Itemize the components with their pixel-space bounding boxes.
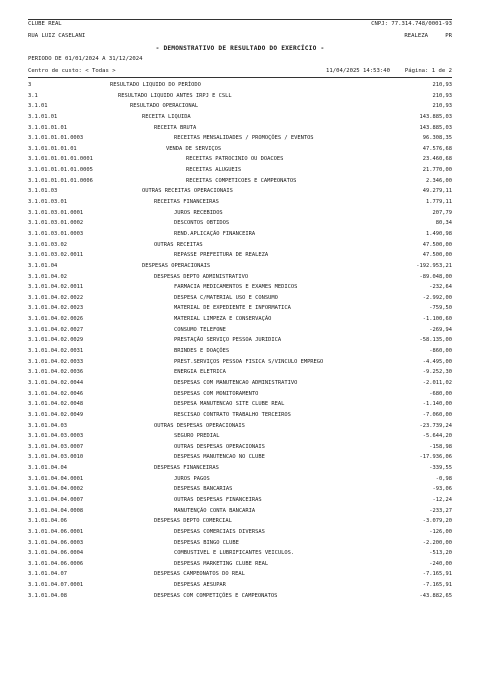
account-value: -860,00 — [429, 348, 452, 355]
account-value: 1.779,11 — [426, 199, 452, 206]
account-code: 3.1 — [28, 92, 38, 99]
account-value: -7.060,00 — [422, 411, 452, 418]
account-code: 3.1.01.04.04.0008 — [28, 507, 84, 514]
account-description: MATERIAL LIMPEZA E CONSERVAÇÃO — [174, 316, 272, 323]
account-value: -232,64 — [429, 284, 452, 291]
table-row — [28, 452, 452, 463]
account-description: OUTRAS DESPESAS OPERACIONAIS — [154, 422, 245, 429]
page-indicator: Página: 1 de 2 — [404, 68, 452, 74]
account-value: 210,93 — [432, 103, 452, 110]
table-row — [28, 442, 452, 453]
account-value: -89.048,00 — [419, 273, 452, 280]
account-description: RECEITAS PATROCINIO OU DOACOES — [186, 156, 284, 163]
account-code: 3.1.01.03 — [28, 188, 58, 195]
account-code: 3 — [28, 82, 32, 88]
header-divider — [28, 77, 452, 78]
account-description: DESPESAS DEPTO ADMINISTRATIVO — [154, 273, 249, 280]
account-code: 3.1.01.04.02.0011 — [28, 284, 84, 291]
account-description: DESPESAS COM COMPETIÇÕES E CAMPEONATOS — [154, 592, 278, 599]
account-value: -158,98 — [429, 443, 452, 450]
account-value: -2.011,02 — [422, 379, 452, 386]
account-value: -7.165,91 — [422, 582, 452, 589]
table-row — [28, 165, 452, 176]
company-address: RUA LUIZ CASELANI — [28, 33, 86, 39]
account-description: DESPESAS FINANCEIRAS — [154, 465, 219, 472]
account-code: 3.1.01.03.02 — [28, 241, 67, 248]
account-value: -269,94 — [429, 326, 452, 333]
account-value: -3.079,20 — [422, 518, 452, 525]
account-description: DESPESAS COMERCIAIS DIVERSAS — [174, 528, 265, 535]
account-value: -5.644,20 — [422, 433, 452, 440]
table-row — [28, 91, 452, 102]
account-code: 3.1.01.01.01.01 — [28, 145, 77, 152]
account-value: -2.200,00 — [422, 539, 452, 546]
table-row — [28, 538, 452, 549]
company-city: REALEZA — [404, 33, 428, 39]
table-row — [28, 559, 452, 570]
table-row — [28, 410, 452, 421]
account-code: 3.1.01.04.02.0033 — [28, 358, 84, 365]
account-value: 143.885,03 — [419, 124, 452, 131]
account-value: -240,00 — [429, 560, 452, 567]
account-description: RESULTADO LIQUIDO DO PERÍODO — [110, 82, 201, 88]
account-value: 23.460,68 — [422, 156, 452, 163]
account-description: RECEITAS ALUGUEIS — [186, 167, 242, 174]
account-description: RECEITAS FINANCEIRAS — [154, 199, 219, 206]
account-value: -233,27 — [429, 507, 452, 514]
account-description: RECEITA BRUTA — [154, 124, 197, 131]
account-code: 3.1.01.04.02.0036 — [28, 369, 84, 376]
account-description: OUTRAS DESPESAS FINANCEIRAS — [174, 496, 262, 503]
account-description: DESCONTOS OBTIDOS — [174, 220, 230, 227]
account-code: 3.1.01.04.02.0029 — [28, 337, 84, 344]
table-row — [28, 421, 452, 432]
account-description: VENDA DE SERVIÇOS — [166, 145, 222, 152]
table-row — [28, 80, 452, 91]
account-description: REND.APLICAÇÃO FINANCEIRA — [174, 230, 256, 237]
report-period: PERIODO DE 01/01/2024 A 31/12/2024 — [28, 56, 143, 62]
account-value: 49.279,11 — [422, 188, 452, 195]
table-row — [28, 250, 452, 261]
account-description: DESPESAS AESUPAR — [174, 582, 226, 589]
account-value: -1.140,00 — [422, 401, 452, 408]
account-code: 3.1.01.03.01.0002 — [28, 220, 84, 227]
table-row — [28, 123, 452, 134]
account-value: 47.500,00 — [422, 241, 452, 248]
table-row — [28, 506, 452, 517]
table-row — [28, 399, 452, 410]
report-title: - DEMONSTRATIVO DE RESULTADO DO EXERCÍCIO - — [155, 45, 325, 52]
company-state: PR — [445, 33, 452, 39]
account-value: -192.953,21 — [416, 262, 452, 269]
account-code: 3.1.01.04.02 — [28, 273, 67, 280]
table-row — [28, 154, 452, 165]
account-code: 3.1.01.01.01 — [28, 124, 67, 131]
account-description: DESPESAS COM MONITORAMENTO — [174, 390, 259, 397]
table-row — [28, 303, 452, 314]
account-description: ENERGIA ELETRICA — [174, 369, 226, 376]
account-description: MATERIAL DE EXPEDIENTE E INFORMATICA — [174, 305, 291, 312]
table-row — [28, 282, 452, 293]
account-value: -7.165,91 — [422, 571, 452, 578]
account-code: 3.1.01.04.07.0001 — [28, 582, 84, 589]
account-value: -513,20 — [429, 550, 452, 557]
table-row — [28, 293, 452, 304]
account-description: RESCISAO CONTRATO TRABALHO TERCEIROS — [174, 411, 291, 418]
account-value: -12,24 — [432, 496, 452, 503]
account-description: JUROS PAGOS — [174, 475, 210, 482]
account-value: -0,98 — [435, 475, 452, 482]
table-row — [28, 367, 452, 378]
account-value: 96.308,35 — [422, 135, 452, 142]
account-value: 210,93 — [432, 92, 452, 99]
table-row — [28, 516, 452, 527]
table-row — [28, 495, 452, 506]
table-row — [28, 197, 452, 208]
table-row — [28, 101, 452, 112]
table-row — [28, 261, 452, 272]
account-code: 3.1.01.04.02.0027 — [28, 326, 84, 333]
account-description: FARMACIA MEDICAMENTOS E EXAMES MEDICOS — [174, 284, 298, 291]
table-row — [28, 548, 452, 559]
account-code: 3.1.01.04 — [28, 262, 58, 269]
account-value: -9.252,30 — [422, 369, 452, 376]
account-description: OUTRAS RECEITAS OPERACIONAIS — [142, 188, 233, 195]
account-value: 21.770,00 — [422, 167, 452, 174]
account-code: 3.1.01.01.01.0003 — [28, 135, 84, 142]
account-value: -17.936,06 — [419, 454, 452, 461]
account-code: 3.1.01.04.03.0010 — [28, 454, 84, 461]
account-code: 3.1.01.04.06 — [28, 518, 67, 525]
table-row — [28, 484, 452, 495]
account-description: DESPESAS MARKETING CLUBE REAL — [174, 560, 269, 567]
account-description: DESPESA C/MATERIAL USO E CONSUMO — [174, 294, 278, 301]
table-row — [28, 186, 452, 197]
account-description: DESPESAS BANCARIAS — [174, 486, 233, 493]
account-code: 3.1.01.04.03.0003 — [28, 433, 84, 440]
account-value: 2.346,00 — [426, 177, 452, 184]
table-row — [28, 335, 452, 346]
account-code: 3.1.01.04.06.0003 — [28, 539, 84, 546]
account-description: OUTRAS DESPESAS OPERACIONAIS — [174, 443, 265, 450]
table-row — [28, 357, 452, 368]
company-name: CLUBE REAL — [28, 21, 62, 27]
account-value: -339,55 — [429, 465, 452, 472]
table-row — [28, 272, 452, 283]
account-description: CONSUMO TELEFONE — [174, 326, 226, 333]
account-value: 80,34 — [435, 220, 452, 227]
account-code: 3.1.01.04.02.0023 — [28, 305, 84, 312]
account-description: SEGURO PREDIAL — [174, 433, 220, 440]
account-code: 3.1.01.01.01.01.0001 — [28, 156, 93, 163]
account-value: 47.500,00 — [422, 252, 452, 259]
account-value: 207,79 — [432, 209, 452, 216]
account-code: 3.1.01.04.06.0004 — [28, 550, 84, 557]
table-row — [28, 144, 452, 155]
account-code: 3.1.01 — [28, 103, 48, 110]
account-description: DESPESAS OPERACIONAIS — [142, 262, 211, 269]
account-description: PREST.SERVIÇOS PESSOA FISICA S/VINCULO EMPREGO — [174, 358, 324, 365]
account-code: 3.1.01.03.01.0001 — [28, 209, 84, 216]
account-code: 3.1.01.04.06.0006 — [28, 560, 84, 567]
account-code: 3.1.01.04.02.0048 — [28, 401, 84, 408]
table-row — [28, 474, 452, 485]
account-code: 3.1.01.04.04 — [28, 465, 67, 472]
printed-timestamp: 11/04/2025 14:53:40 — [326, 68, 390, 74]
account-code: 3.1.01.04.03.0007 — [28, 443, 84, 450]
account-value: -759,50 — [429, 305, 452, 312]
account-code: 3.1.01.01.01.01.0005 — [28, 167, 93, 174]
account-value: -680,00 — [429, 390, 452, 397]
account-code: 3.1.01.01 — [28, 113, 58, 120]
account-value: -126,00 — [429, 528, 452, 535]
table-row — [28, 389, 452, 400]
account-description: COMBUSTIVEL E LUBRIFICANTES VEICULOS. — [174, 550, 295, 557]
account-description: DESPESA MANUTENCAO SITE CLUBE REAL — [174, 401, 285, 408]
account-description: REPASSE PREFEITURA DE REALEZA — [174, 252, 269, 259]
account-description: OUTRAS RECEITAS — [154, 241, 203, 248]
table-row — [28, 240, 452, 251]
table-row — [28, 378, 452, 389]
account-value: 210,93 — [432, 82, 452, 88]
table-row — [28, 431, 452, 442]
table-row — [28, 580, 452, 591]
account-value: -1.100,60 — [422, 316, 452, 323]
table-row — [28, 591, 452, 602]
cost-center-filter: Centro de custo: < Todas > — [28, 68, 116, 74]
account-code: 3.1.01.03.01.0003 — [28, 230, 84, 237]
account-description: JUROS RECEBIDOS — [174, 209, 223, 216]
account-code: 3.1.01.04.02.0044 — [28, 379, 84, 386]
account-description: DESPESAS MANUTENCAO NO CLUBE — [174, 454, 265, 461]
account-description: RECEITAS MENSALIDADES / PROMOÇÕES / EVENTOS — [174, 135, 314, 142]
company-cnpj: CNPJ: 77.314.748/0001-93 — [371, 21, 452, 27]
account-description: DESPESAS DEPTO COMERCIAL — [154, 518, 232, 525]
account-code: 3.1.01.04.02.0026 — [28, 316, 84, 323]
account-value: 143.885,03 — [419, 113, 452, 120]
table-row — [28, 176, 452, 187]
account-description: RESULTADO OPERACIONAL — [130, 103, 199, 110]
account-description: DESPESAS CAMPEONATOS DO REAL — [154, 571, 245, 578]
account-code: 3.1.01.04.07 — [28, 571, 67, 578]
account-value: -2.992,00 — [422, 294, 452, 301]
account-value: -58.135,00 — [419, 337, 452, 344]
top-divider — [28, 19, 452, 20]
account-code: 3.1.01.04.02.0022 — [28, 294, 84, 301]
account-code: 3.1.01.03.02.0011 — [28, 252, 84, 259]
account-code: 3.1.01.01.01.01.0006 — [28, 177, 93, 184]
account-code: 3.1.01.04.04.0001 — [28, 475, 84, 482]
account-code: 3.1.01.03.01 — [28, 199, 67, 206]
account-code: 3.1.01.04.02.0031 — [28, 348, 84, 355]
account-description: BRINDES E DOAÇÕES — [174, 348, 230, 355]
account-code: 3.1.01.04.08 — [28, 592, 67, 599]
account-description: RECEITA LIQUIDA — [142, 113, 191, 120]
account-code: 3.1.01.04.03 — [28, 422, 67, 429]
account-description: PRESTAÇÃO SERVIÇO PESSOA JURIDICA — [174, 337, 282, 344]
account-value: -4.495,00 — [422, 358, 452, 365]
account-code: 3.1.01.04.06.0001 — [28, 528, 84, 535]
table-row — [28, 208, 452, 219]
table-row — [28, 527, 452, 538]
account-description: DESPESAS BINGO CLUBE — [174, 539, 239, 546]
table-row — [28, 325, 452, 336]
account-value: 47.576,68 — [422, 145, 452, 152]
account-value: 1.490,98 — [426, 230, 452, 237]
account-description: DESPESAS COM MANUTENCAO ADMINISTRATIVO — [174, 379, 298, 386]
table-row — [28, 133, 452, 144]
table-row — [28, 229, 452, 240]
table-row — [28, 569, 452, 580]
account-code: 3.1.01.04.02.0046 — [28, 390, 84, 397]
table-row — [28, 346, 452, 357]
table-row — [28, 463, 452, 474]
account-value: -23.739,24 — [419, 422, 452, 429]
account-description: RESULTADO LIQUIDO ANTES IRPJ E CSLL — [118, 92, 232, 99]
account-description: MANUTENÇÃO CONTA BANCARIA — [174, 507, 256, 514]
account-description: RECEITAS COMPETICOES E CAMPEONATOS — [186, 177, 297, 184]
account-table — [28, 80, 452, 601]
account-value: -43.882,65 — [419, 592, 452, 599]
account-code: 3.1.01.04.04.0007 — [28, 496, 84, 503]
table-row — [28, 218, 452, 229]
account-code: 3.1.01.04.04.0002 — [28, 486, 84, 493]
account-value: -93,06 — [432, 486, 452, 493]
account-code: 3.1.01.04.02.0049 — [28, 411, 84, 418]
table-row — [28, 314, 452, 325]
table-row — [28, 112, 452, 123]
